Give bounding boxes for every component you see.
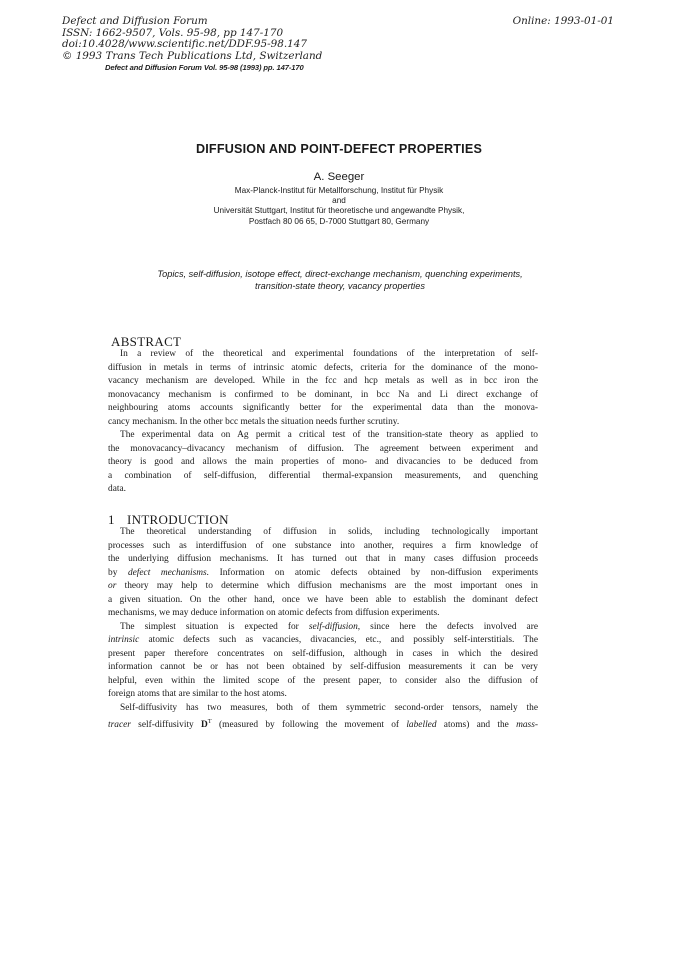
journal-header: [62, 16, 322, 62]
abstract-body: [108, 348, 538, 497]
keywords-line: transition-state theory, vacancy properties: [255, 281, 425, 291]
introduction-body: [108, 526, 538, 729]
body-line: a given situation. On the other hand, once we have been able to establish the dominant defect: [108, 594, 538, 605]
keywords-line: Topics, self-diffusion, isotope effect, direct-exchange mechanism, quenching experiments,: [157, 269, 523, 279]
abstract-line: theory is good and allows the main properties of mono- and divacancies to be deduced from: [108, 457, 538, 467]
emphasis: defect mechanisms.: [127, 567, 210, 578]
body-line: information cannot be or has not been obtained by self-diffusion measurements it can be very: [108, 662, 538, 672]
doi-line: doi:10.4028/www.scientific.net/DDF.95-98.147: [62, 38, 307, 51]
keywords: [90, 268, 590, 292]
abstract-line: monovacancy mechanism is confirmed to be dominant, in bcc Na and Li direct exchange of: [108, 389, 538, 400]
paper-author: A. Seeger: [313, 171, 365, 183]
online-date: Online: 1993-01-01: [512, 15, 614, 27]
author-affiliation: [0, 186, 678, 227]
text-run: atoms) and the: [436, 720, 517, 731]
body-line: helpful, even within the limited scope of the present paper, to consider also the diffusion of: [108, 675, 538, 686]
abstract-line: cancy mechanism. In the other bcc metals the situation needs further scrutiny.: [108, 416, 400, 427]
affiliation-line: and: [332, 196, 346, 206]
tensor-superscript: T: [207, 718, 212, 725]
emphasis: labelled: [406, 720, 437, 731]
affiliation-line: Postfach 80 06 65, D-7000 Stuttgart 80, Germany: [248, 216, 430, 226]
body-line: [108, 634, 538, 648]
paper-title: DIFFUSION AND POINT-DEFECT PROPERTIES: [195, 142, 483, 156]
section-title: INTRODUCTION: [127, 512, 229, 527]
abstract-line: vacancy mechanism are developed. While in the fcc and hcp metals as well as in bcc iron the: [108, 376, 538, 386]
affiliation-line: Max-Planck-Institut für Metallforschung, Institut für Physik: [234, 186, 444, 195]
text-run: self-diffusivity: [130, 720, 201, 731]
body-line: [108, 621, 538, 635]
affiliation-line: Universität Stuttgart, Institut für theoretische und angewandte Physik,: [213, 206, 465, 216]
text-run: (measured by following the movement of: [211, 720, 407, 731]
text-run: since here the defects involved are: [360, 621, 538, 632]
emphasis: intrinsic: [108, 635, 140, 645]
text-run: atomic defects such as vacancies, divacancies, etc., and possibly self-interstitials. The: [139, 635, 538, 645]
abstract-line: a combination of self-diffusion, differential thermal-expansion measurements, and quenching: [108, 470, 538, 481]
abstract-line: diffusion in metals in terms of intrinsic atomic defects, criteria for the dominance of the mono-: [108, 362, 538, 373]
journal-running-head: Defect and Diffusion Forum Vol. 95-98 (1993) pp. 147-170: [105, 63, 304, 72]
body-line: The theoretical understanding of diffusion in solids, including technologically important: [120, 527, 538, 537]
emphasis: mass-: [516, 720, 538, 731]
emphasis: tracer: [108, 720, 131, 731]
emphasis: or: [108, 581, 117, 591]
tensor-symbol: D: [201, 720, 208, 731]
emphasis: self-diffusion,: [308, 621, 361, 632]
abstract-heading: ABSTRACT: [111, 334, 182, 349]
issn-line: ISSN: 1662-9507, Vols. 95-98, pp 147-170: [62, 26, 284, 39]
abstract-line: neighbouring atoms accounts significantly better for the experimental data than the monova-: [108, 403, 538, 413]
body-line: the underlying diffusion mechanisms. It has turned out that in many cases diffusion proceeds: [108, 554, 538, 564]
body-line: [108, 567, 538, 581]
body-line: mechanisms, we may deduce information on atomic defects from diffusion experiments.: [108, 608, 440, 618]
abstract-line: data.: [108, 484, 126, 494]
abstract-line: the monovacancy–divacancy mechanism of diffusion. The agreement between experiment and: [108, 443, 538, 454]
abstract-line: The experimental data on Ag permit a critical test of the transition-state theory as applied to: [120, 430, 538, 440]
body-line: processes such as interdiffusion of one substance into another, requires a firm knowledge of: [108, 540, 538, 551]
text-run: Information on atomic defects obtained by non-diffusion experiments: [209, 567, 538, 578]
text-run: by: [108, 567, 128, 578]
body-line: [108, 580, 538, 594]
section-number: 1: [108, 512, 115, 527]
text-run: theory may help to determine which diffusion mechanisms are the most important ones in: [116, 581, 538, 591]
body-line: present paper therefore concentrates on self-diffusion, although in cases in which the desired: [108, 648, 538, 659]
body-line: [108, 715, 538, 729]
copyright-line: © 1993 Trans Tech Publications Ltd, Switzerland: [62, 49, 323, 62]
body-line: foreign atoms that are similar to the host atoms.: [108, 689, 287, 699]
abstract-line: In a review of the theoretical and experimental foundations of the interpretation of self-: [120, 349, 538, 359]
text-run: The simplest situation is expected for: [120, 621, 309, 632]
journal-name: Defect and Diffusion Forum: [62, 15, 208, 27]
body-line: Self-diffusivity has two measures, both of them symmetric second-order tensors, namely the: [120, 702, 538, 713]
